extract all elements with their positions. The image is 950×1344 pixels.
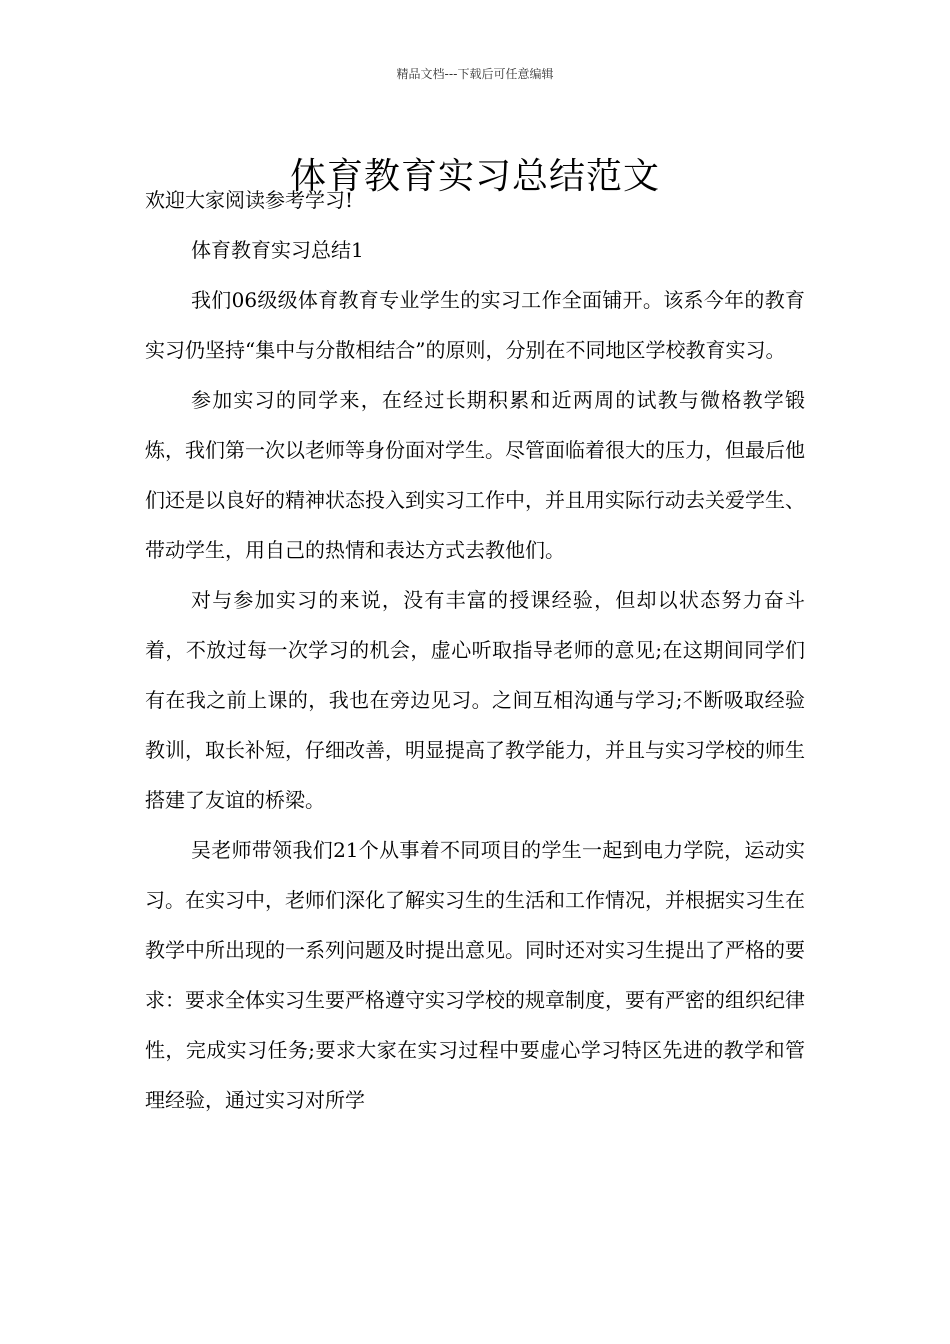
greeting-line: 欢迎大家阅读参考学习! xyxy=(145,188,354,212)
paragraph-3: 对与参加实习的来说，没有丰富的授课经验，但却以状态努力奋斗着，不放过每一次学习的机会，虚心听取指导老师的意见;在这期间同学们有在我之前上课的，我也在旁边见习。之间互相沟通与学习;不断吸取经验教训，取长补短，仔细改善，明显提高了教学能力，并且与实习学校的师生搭建了友谊的桥梁。 xyxy=(145,588,805,812)
document-title: 体育教育实习总结范文 xyxy=(289,156,660,198)
paragraph-1: 我们06级级体育教育专业学生的实习工作全面铺开。该系今年的教育实习仍坚持“集中与分散相结合”的原则，分别在不同地区学校教育实习。 xyxy=(145,288,805,362)
section-heading: 体育教育实习总结1 xyxy=(191,238,364,262)
paragraph-4: 吴老师带领我们21个从事着不同项目的学生一起到电力学院，运动实习。在实习中，老师们深化了解实习生的生活和工作情况，并根据实习生在教学中所出现的一系列问题及时提出意见。同时还对实习生提出了严格的要求：要求全体实习生要严格遵守实习学校的规章制度，要有严密的组织纪律性，完成实习任务;要求大家在实习过程中要虚心学习特区先进的教学和管理经验，通过实习对所学 xyxy=(145,838,805,1112)
paragraph-2: 参加实习的同学来，在经过长期积累和近两周的试教与微格教学锻炼，我们第一次以老师等身份面对学生。尽管面临着很大的压力，但最后他们还是以良好的精神状态投入到实习工作中，并且用实际行动去关爱学生、带动学生，用自己的热情和表达方式去教他们。 xyxy=(145,388,805,562)
header-note: 精品文档---下载后可任意编辑 xyxy=(396,67,554,81)
document-body xyxy=(145,175,805,1125)
